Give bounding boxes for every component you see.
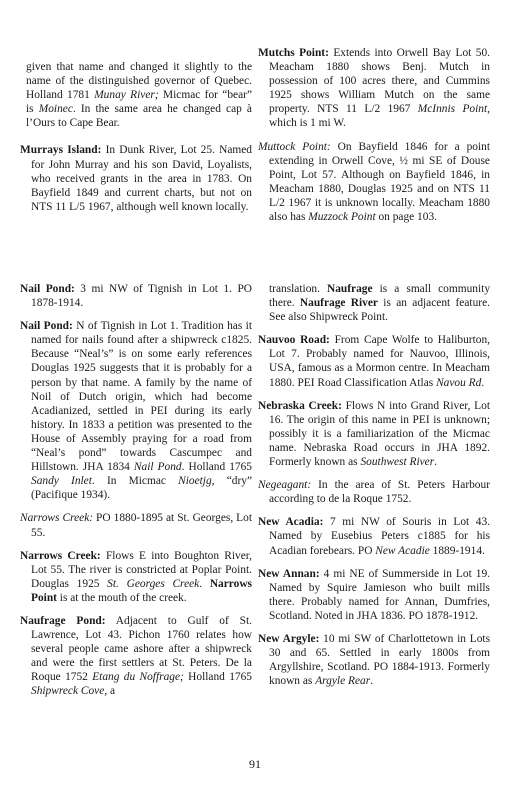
entry-mutchs-point: Mutchs Point: Extends into Orwell Bay Lot 50. Meacham 1880 shows Benj. Mutch in possession of 100 acres there, and Cummins 1925 shows William Mutch on the same property. NTS 11 L/2 1967 McInnis Point, which is 1 mi W. xyxy=(258,47,490,130)
continued-naufrage: translation. Naufrage is a small community there. Naufrage River is an adjacent feature. See also Shipwreck Point. xyxy=(269,283,491,324)
entry-narrows-creek: Narrows Creek: Flows E into Boughton River, Lot 55. The river is constricted at Poplar Point. Douglas 1925 St. Georges Creek. Narrows Point is at the mouth of the creek. xyxy=(20,549,252,604)
entry-nail-pond: Nail Pond: N of Tignish in Lot 1. Tradition has it named for nails found after a shipwreck c1825. Because “Neal’s” is on some early references Douglas 1925 suggests that it is probably for a person by that name. A family by the name of Noil of Dutch origin, which had become Acadianized, settled in PEI during its early history. In 1833 a petition was presented to the House of Assembly praying for a road from “Neal’s pond” towards Cascumpec and Hillstown. JHA 1834 Nail Pond. Holland 1765 Sandy Inlet. In Micmac Nioetjg, “dry” (Pacifique 1934). xyxy=(20,320,253,502)
entry-negeagant: Negeagant: In the area of St. Peters Harbour according to de la Roque 1752. xyxy=(258,479,490,506)
entry-new-annan: New Annan: 4 mi NE of Summerside in Lot 19. Named by Squire Jamieson who built mills there. Probably named for Annan, Dumfries, Scotland. Noted in JHA 1836. PO 1878-1912. xyxy=(258,567,490,622)
entry-nebraska-creek: Nebraska Creek: Flows N into Grand River, Lot 16. The origin of this name in PEI is unknown; possibly it is a familiarization of the Micmac name. Nebraska Road occurs in JHA 1892. Formerly known as Southwest River. xyxy=(258,399,490,469)
bottom-left-column xyxy=(20,282,252,708)
entry-new-acadia: New Acadia: 7 mi NW of Souris in Lot 43. Named by Eusebius Peters c1885 for his Acadian forebears. PO New Acadie 1889-1914. xyxy=(258,516,490,557)
continued-entry: given that name and changed it slightly to the name of the distinguished governor of Quebec. Holland 1781 Munay River; Micmac for “bear” is Moinec. In the same area he changed cap à l’Ours to Cape Bear. xyxy=(26,61,252,130)
entry-new-argyle: New Argyle: 10 mi SW of Charlottetown in Lots 30 and 65. Settled in early 1800s from Argyllshire, Scotland. PO 1884-1913. Formerly known as Argyle Rear. xyxy=(258,632,491,688)
entry-naufrage-pond: Naufrage Pond: Adjacent to Gulf of St. Lawrence, Lot 43. Pichon 1760 relates how several people came ashore after a shipwreck and were the first settlers at St. Peters. De la Roque 1752 Etang du Noffrage; Holland 1765 Shipwreck Cove, a xyxy=(20,614,252,698)
entry-murrays-island: Murrays Island: In Dunk River, Lot 25. Named for John Murray and his son David, Loyalists, who received grants in the area in 1783. On Bayfield 1849 and current charts, but not on NTS 11 L/5 1967, although well known locally. xyxy=(20,144,252,213)
entry-narrows-creek-po: Narrows Creek: PO 1880-1895 at St. Georges, Lot 55. xyxy=(20,512,252,539)
top-left-column xyxy=(20,60,252,223)
entry-muttock-point: Muttock Point: On Bayfield 1846 for a point extending in Orwell Cove, ½ mi SE of Douse Point, Lot 57. Although on Bayfield 1846, in Meacham 1880, Douglas 1925 and on NTS 11 L/2 1967 it is unknown locally. Meacham 1880 also has Muzzock Point on page 103. xyxy=(258,140,491,224)
top-right-column xyxy=(258,46,490,233)
page-number: 91 xyxy=(249,757,261,771)
entry-nail-pond-po: Nail Pond: 3 mi NW of Tignish in Lot 1. PO 1878-1914. xyxy=(20,283,253,310)
bottom-right-column xyxy=(258,282,490,697)
entry-nauvoo-road: Nauvoo Road: From Cape Wolfe to Haliburton, Lot 7. Probably named for Nauvoo, Illinois, USA, famous as a Mormon centre. In Meacham 1880. PEI Road Classification Atlas Navou Rd. xyxy=(258,334,490,389)
